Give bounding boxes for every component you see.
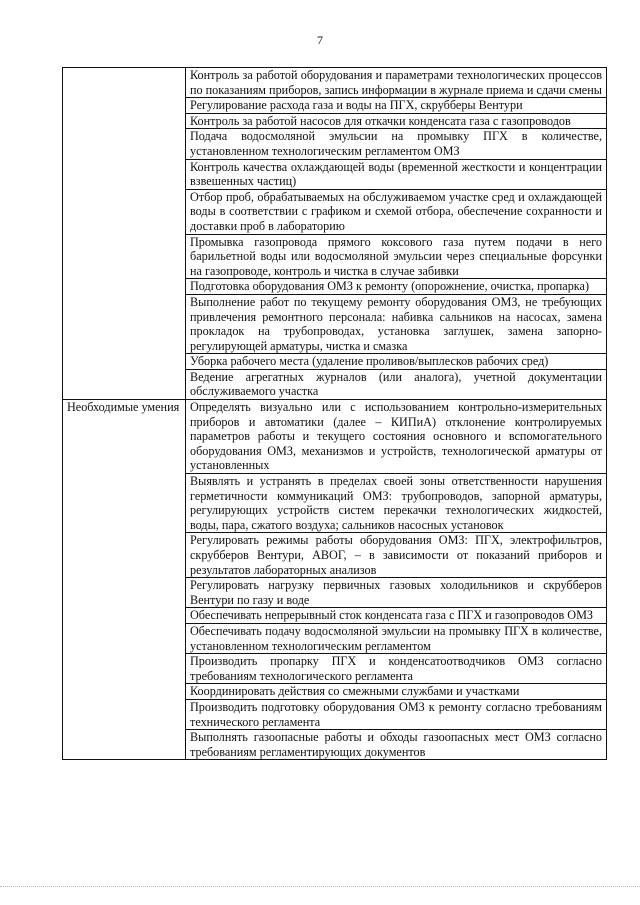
list-item: Выявлять и устранять в пределах своей зоны ответственности нарушения герметичности коммуникаций ОМЗ: трубопроводов, запорной арматуры, регулирующих устройств систем перекачки технологических жидкостей, воды, пара, сжатого воздуха; сальников насосных установок	[186, 474, 607, 533]
list-item: Подготовка оборудования ОМЗ к ремонту (опорожнение, очистка, пропарка)	[186, 279, 607, 295]
list-item: Регулирование расхода газа и воды на ПГХ, скрубберы Вентури	[186, 98, 607, 114]
list-item: Координировать действия со смежными службами и участками	[186, 684, 607, 700]
labor-actions-label	[63, 68, 186, 400]
list-item: Выполнять газоопасные работы и обходы газоопасных мест ОМЗ согласно требованиям регламентирующих документов	[186, 730, 607, 760]
list-item: Производить пропарку ПГХ и конденсатоотводчиков ОМЗ согласно требованиям технологического регламента	[186, 654, 607, 684]
list-item: Регулировать нагрузку первичных газовых холодильников и скрубберов Вентури по газу и воде	[186, 578, 607, 608]
list-item: Ведение агрегатных журналов (или аналога), учетной документации обслуживаемого участка	[186, 369, 607, 399]
list-item: Определять визуально или с использованием контрольно-измерительных приборов и автоматики (далее – КИПиА) отклонение контролируемых параметров работы и текущего состояния основного и вспомогательного оборудования ОМЗ, механизмов и устройств, технологической арматуры от установленных	[186, 400, 607, 474]
list-item: Контроль за работой насосов для откачки конденсата газа с газопроводов	[186, 113, 607, 129]
table-row	[63, 68, 607, 98]
list-item: Обеспечивать подачу водосмоляной эмульсии на промывку ПГХ в количестве, установленном технологическим регламентом	[186, 623, 607, 653]
list-item: Отбор проб, обрабатываемых на обслуживаемом участке сред и охлаждающей воды в соответствии с графиком и схемой отбора, обеспечение сохранности и доставки проб в лабораторию	[186, 189, 607, 234]
list-item: Контроль за работой оборудования и параметрами технологических процессов по показаниям приборов, запись информации в журнале приема и сдачи смены	[186, 68, 607, 98]
required-skills-label: Необходимые умения	[63, 400, 186, 760]
list-item: Выполнение работ по текущему ремонту оборудования ОМЗ, не требующих привлечения ремонтного персонала: набивка сальников на насосах, замена прокладок на трубопроводах, установка заглушек, замена запорно-регулирующей арматуры, чистка и смазка	[186, 294, 607, 353]
list-item: Подача водосмоляной эмульсии на промывку ПГХ в количестве, установленном технологическим регламентом ОМЗ	[186, 129, 607, 159]
competency-table	[62, 67, 607, 760]
scan-edge-divider	[0, 886, 640, 887]
list-item: Производить подготовку оборудования ОМЗ к ремонту согласно требованиям технического регламента	[186, 699, 607, 729]
list-item: Контроль качества охлаждающей воды (временной жесткости и концентрации взвешенных частиц)	[186, 159, 607, 189]
list-item: Уборка рабочего места (удаление проливов/выплесков рабочих сред)	[186, 354, 607, 370]
table-row	[63, 400, 607, 474]
list-item: Регулировать режимы работы оборудования ОМЗ: ПГХ, электрофильтров, скрубберов Вентури, АВОГ, – в зависимости от показаний приборов и результатов лабораторных анализов	[186, 533, 607, 578]
list-item: Обеспечивать непрерывный сток конденсата газа с ПГХ и газопроводов ОМЗ	[186, 608, 607, 624]
page-number: 7	[317, 33, 323, 47]
list-item: Промывка газопровода прямого коксового газа путем подачи в него барильетной воды или водосмоляной эмульсии через специальные форсунки на газопроводе, контроль и чистка в случае забивки	[186, 234, 607, 279]
